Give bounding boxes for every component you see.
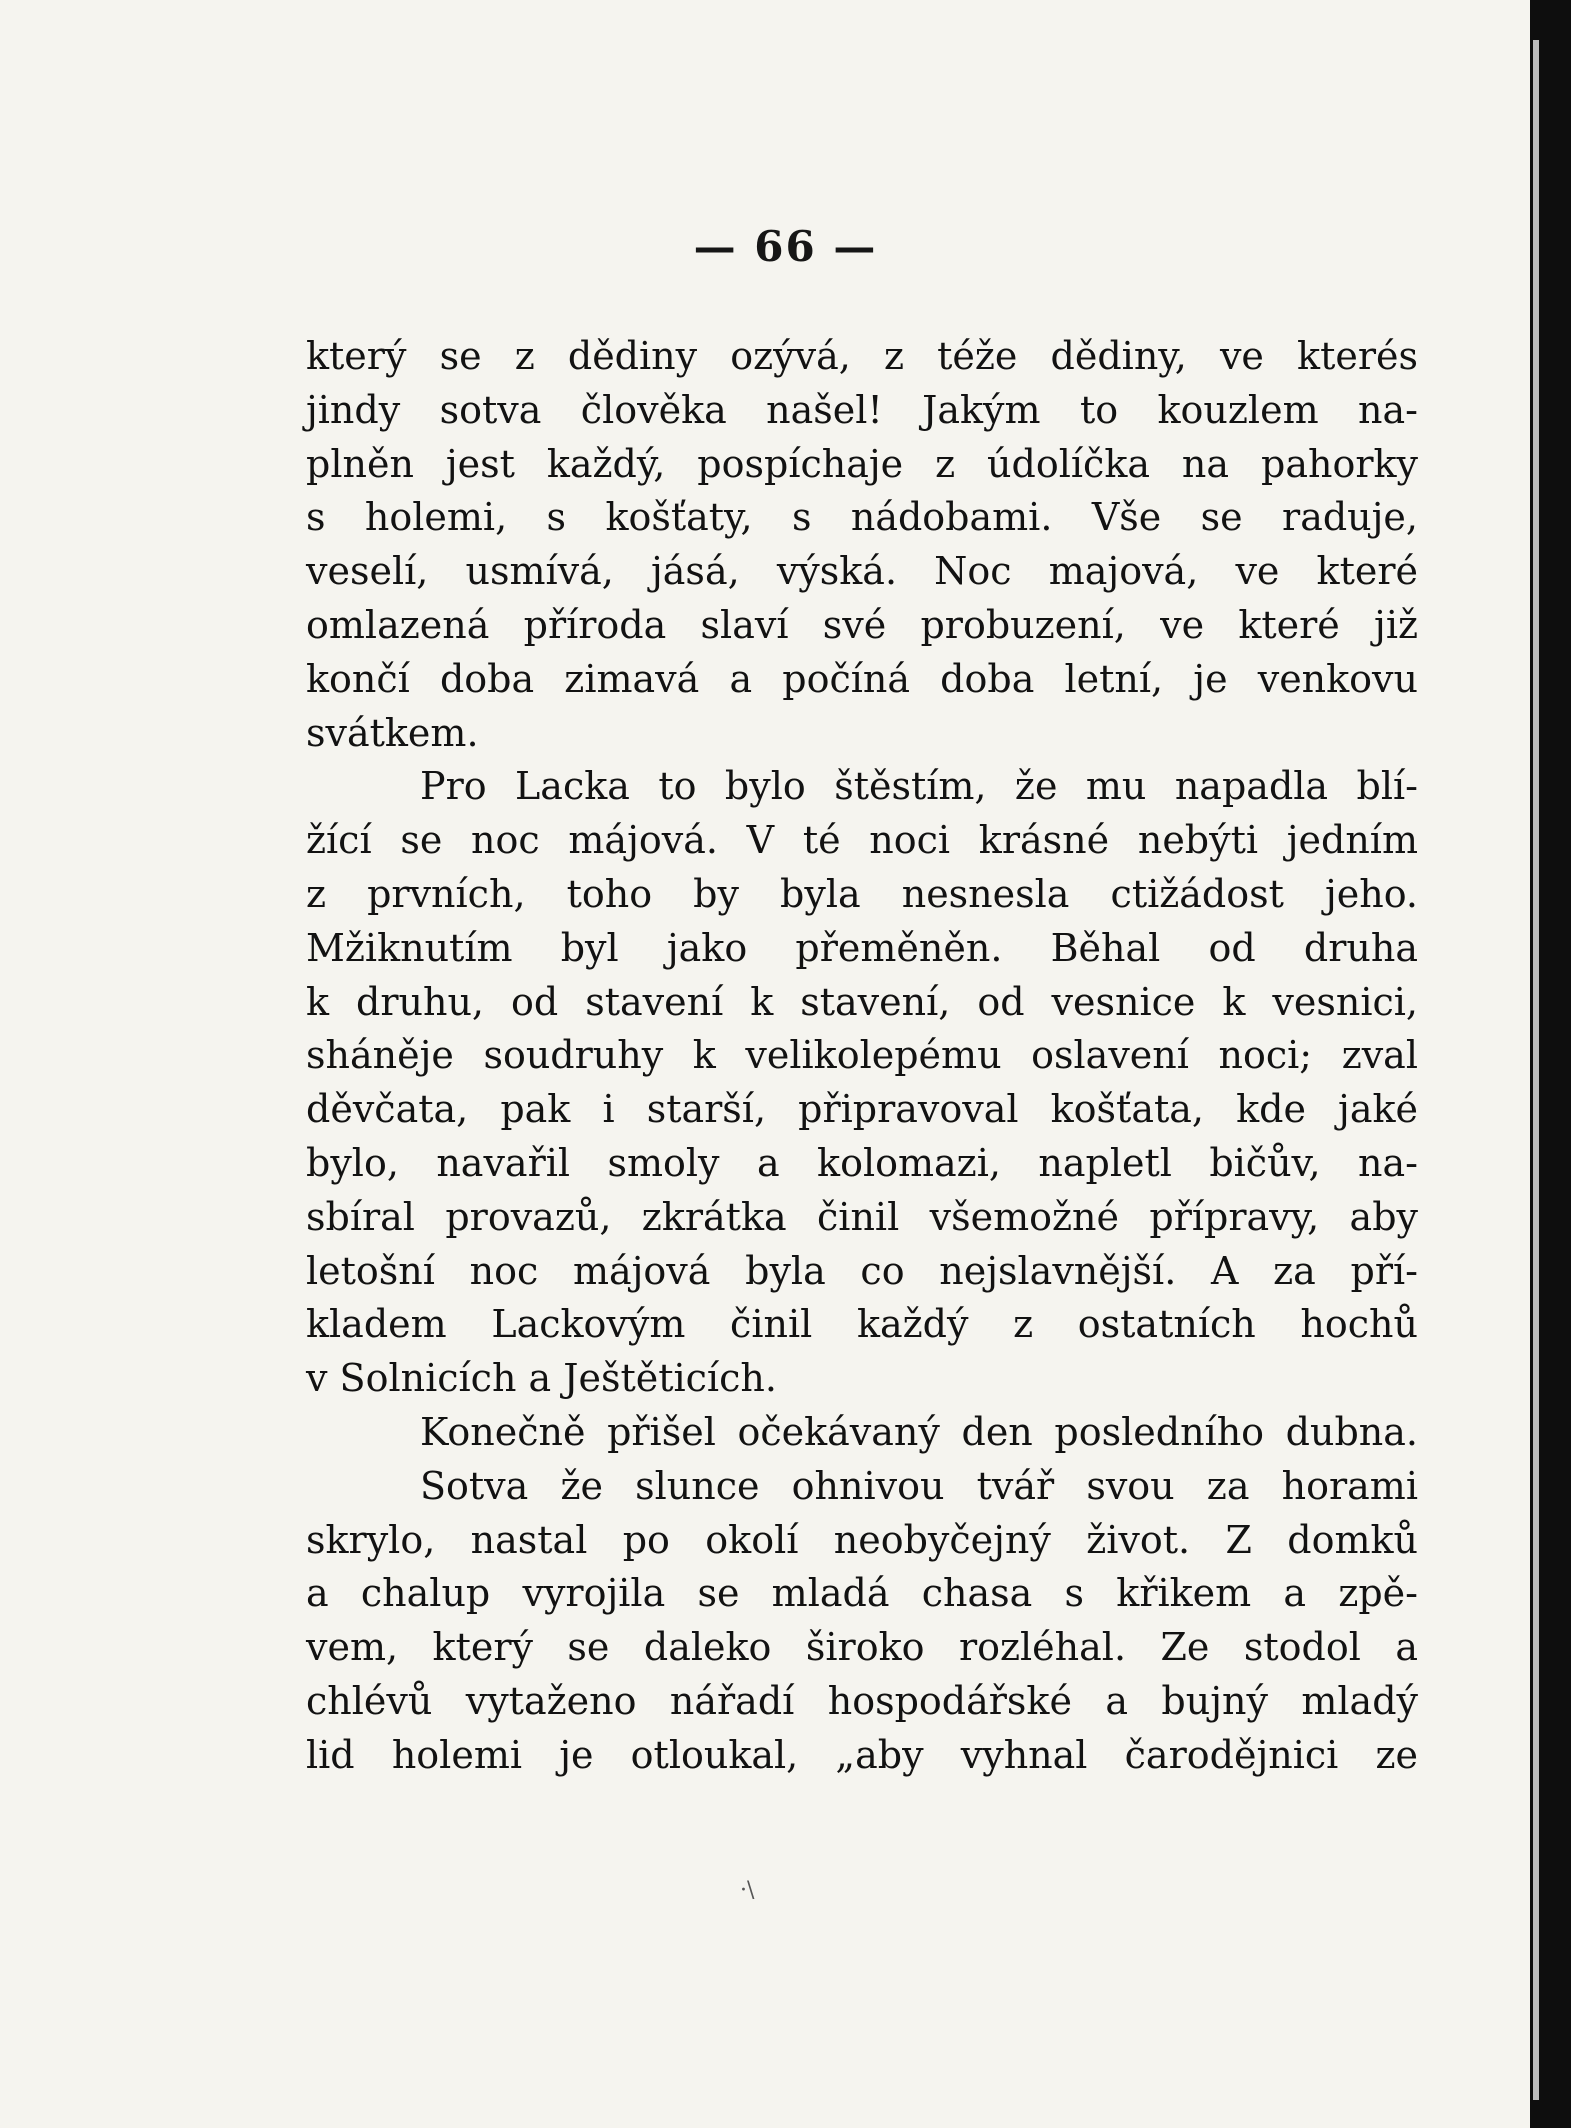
text-line: vem, který se daleko široko rozléhal. Ze stodol a <box>306 1625 1418 1670</box>
text-line: končí doba zimavá a počíná doba letní, je venkovu <box>306 656 1418 701</box>
text-line: skrylo, nastal po okolí neobyčejný život. Z domků <box>306 1517 1418 1562</box>
text-line: Mžiknutím byl jako přeměněn. Běhal od druha <box>306 925 1418 970</box>
text-line: děvčata, pak i starší, připravoval košťata, kde jaké <box>306 1087 1418 1132</box>
text-line: sbíral provazů, zkrátka činil všemožné přípravy, aby <box>306 1194 1418 1239</box>
text-line: jindy sotva člověka našel! Jakým to kouzlem na- <box>306 387 1418 432</box>
text-line: plněn jest každý, pospíchaje z údolíčka na pahorky <box>306 441 1418 486</box>
text-line: Pro Lacka to bylo štěstím, že mu napadla blí- <box>420 764 1418 809</box>
text-line: veselí, usmívá, jásá, výská. Noc majová, ve které <box>306 549 1418 594</box>
text-line: žící se noc májová. V té noci krásné nebýti jedním <box>306 818 1418 863</box>
text-line: v Solnicích a Ještěticích. <box>306 1356 777 1401</box>
text-line: omlazená příroda slaví své probuzení, ve které již <box>306 602 1418 647</box>
text-line: k druhu, od stavení k stavení, od vesnice k vesnici, <box>306 979 1418 1024</box>
text-line: chlévů vytaženo nářadí hospodářské a bujný mladý <box>306 1678 1418 1723</box>
text-line: který se z dědiny ozývá, z téže dědiny, ve kterés <box>306 334 1418 378</box>
text-line: Konečně přišel očekávaný den posledního dubna. <box>420 1409 1418 1454</box>
page-number: — 66 — <box>693 222 878 271</box>
footer-mark: ·\ <box>740 1878 755 1903</box>
text-line: bylo, navařil smoly a kolomazi, napletl bičův, na- <box>306 1140 1418 1185</box>
text-line: letošní noc májová byla co nejslavnější. A za pří- <box>306 1248 1418 1293</box>
text-line: a chalup vyrojila se mladá chasa s křikem a zpě- <box>306 1571 1418 1616</box>
body-text <box>306 330 1418 1783</box>
text-line: kladem Lackovým činil každý z ostatních hochů <box>306 1302 1418 1347</box>
text-line: svátkem. <box>306 710 479 755</box>
text-line: Sotva že slunce ohnivou tvář svou za horami <box>420 1463 1418 1508</box>
text-line: z prvních, toho by byla nesnesla ctižádost jeho. <box>306 871 1418 916</box>
text-line: sháněje soudruhy k velikolepému oslavení noci; zval <box>306 1033 1418 1078</box>
text-line: lid holemi je otloukal, „aby vyhnal čarodějnici ze <box>306 1732 1418 1777</box>
text-line: s holemi, s košťaty, s nádobami. Vše se raduje, <box>306 495 1418 540</box>
page-edge-highlight <box>1533 40 1539 2100</box>
